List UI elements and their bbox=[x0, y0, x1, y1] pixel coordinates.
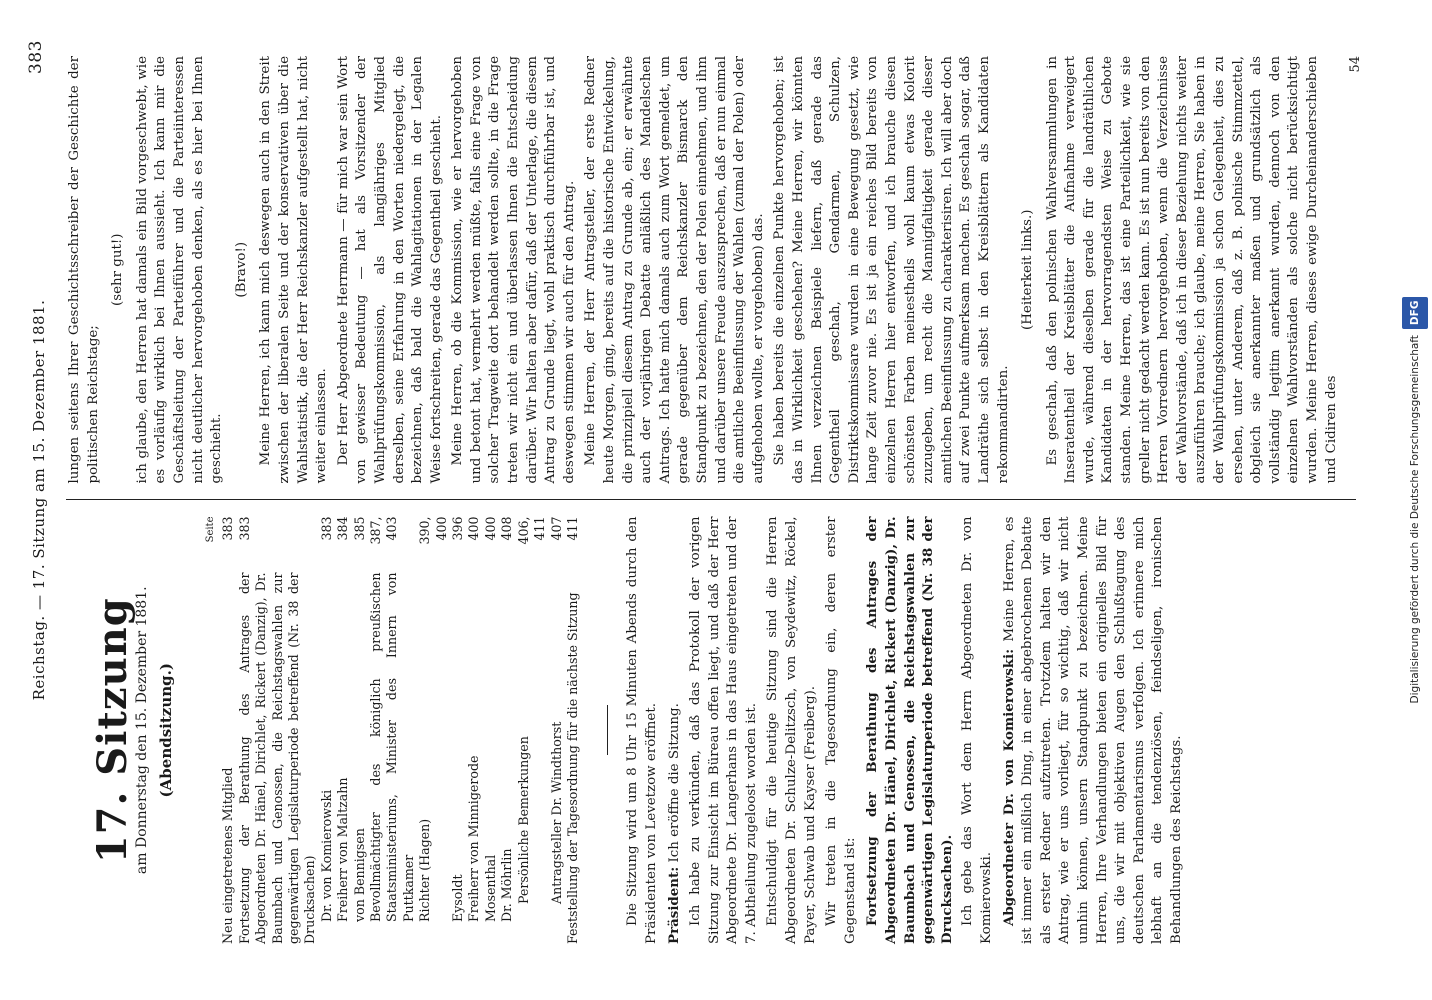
toc-row bbox=[483, 517, 499, 945]
toc-entry-page: 390, 400 bbox=[417, 516, 449, 545]
paragraph: ich glaube, den Herren hat damals ein Bild vorgeschwebt, wie es vorläufig wirklich bei Ihnen aussieht. Ich kann mir die Geschäftsleitung der Parteiführer und die Parteiinteressen nicht deutlicher hervorgehoben denken, als es hier bei Ihnen geschieht. bbox=[134, 56, 225, 484]
dfg-logo-icon: DFG bbox=[1402, 297, 1428, 330]
paragraph: Meine Herren, ich kann mich deswegen auch in den Streit zwischen der liberalen Seite und der konservativen über die Wahlstatistik, die der Herr Reichskanzler aufgestellt hat, nicht weiter einlassen. bbox=[258, 56, 330, 484]
toc-row bbox=[516, 517, 549, 945]
toc-entry-page: 400 bbox=[482, 516, 498, 541]
dfg-side-stamp bbox=[1402, 8, 1428, 992]
text-columns bbox=[66, 40, 1364, 960]
paragraph-text: Meine Herren, es ist immer ein mißlich Ding, in einer abgebrochenen Debatte als erster Redner aufzutreten. Trotzdem halten wir den Antrag, wie er uns vorliegt, für so wichtig, daß wir nicht umhin können, unsern Standpunkt zu bezeichnen. Meine Herren, Ihre Verhandlungen bieten ein originelles Bild für uns, die wir mit objektiven Augen den Schlußtagung des deutschen Parlamentarismus verfolgen. Ich erinnere mich lebhaft an die tendenziösen, feindseligen, ironischen Behandlungen des Reichstags. bbox=[1001, 516, 1184, 944]
toc-entry-page: 384 bbox=[335, 516, 351, 541]
interjection: (sehr gut!) bbox=[110, 233, 126, 306]
paragraph: Meine Herren, ob die Kommission, wie er hervorgehoben und betont hat, vermehrt werden müßte, falls eine Frage von solcher Tragweite dort behandelt werden sollte, in die Frage treten wir nicht ein und überlassen Ihnen die Entscheidung darüber. Wir halten aber dafür, daß der Unterlage, die diesem Antrag zu Grunde liegt, wohl praktisch durchführbar ist, und deswegen stimmen wir auch für den Antrag. bbox=[450, 56, 577, 484]
toc-row bbox=[352, 517, 368, 945]
toc-row bbox=[499, 517, 515, 945]
session-date: am Donnerstag den 15. Dezember 1881. bbox=[133, 586, 150, 875]
toc-entry-text: Freiherr von Maltzahn bbox=[335, 777, 351, 922]
stamp-caption: Digitalisierung gefördert durch die Deutsche Forschungsgemeinschaft bbox=[1409, 335, 1421, 704]
running-head-title: Reichstag. — 17. Sitzung am 15. Dezember 1881. bbox=[30, 299, 48, 701]
toc-entry-text: Bevollmächtigter des königlich preußischen Staatsministeriums, Minister des Innern von Puttkamer bbox=[368, 572, 416, 922]
toc-row bbox=[237, 517, 319, 945]
paragraph: lungen seitens Ihrer Geschichtsschreiber der Geschichte der politischen Reichstage; bbox=[67, 56, 101, 484]
session-title: 17. Sitzung bbox=[89, 597, 136, 864]
speaker-label: Präsident: bbox=[665, 866, 682, 944]
left-column bbox=[66, 500, 1356, 961]
president-paragraph bbox=[665, 517, 685, 945]
toc-entry-page: 408 bbox=[499, 516, 515, 541]
signature-mark: 54 bbox=[1348, 56, 1364, 73]
right-column bbox=[66, 40, 1364, 500]
toc-entry-text: Dr. von Komierowski bbox=[318, 789, 334, 922]
toc-row bbox=[565, 517, 581, 945]
dfg-stamp-text bbox=[1402, 8, 1428, 992]
speaker-paragraph bbox=[1000, 517, 1187, 945]
toc-entry-text: Feststellung der Tagesordnung für die nächste Sitzung bbox=[564, 592, 580, 944]
toc-row bbox=[417, 517, 450, 945]
toc-row bbox=[319, 517, 335, 945]
session-subtitle: (Abendsitzung.) bbox=[157, 663, 176, 798]
toc-rows bbox=[220, 517, 581, 945]
toc-entry-text: Fortsetzung der Berathung des Antrages der Abgeordneten Dr. Hänel, Dirichlet, Rickert (Danzig), Dr. Baumbach und Genossen, die Reichstagswahlen zur gegenwärtigen Legislaturperiode betreffend (Nr. 38 der Drucksachen) bbox=[236, 572, 318, 944]
toc-row bbox=[450, 517, 466, 945]
toc-row bbox=[549, 517, 565, 945]
paragraph: Meine Herren, der Herr Antragsteller, der erste Redner heute Morgen, ging, bereits auf die historische Entwickelung, die prinzipiell diesem Antrag zu Grunde ab, ein; er erwähnte auch der vorjährigen Debatte anläßlich des Mandelschen Antrags. Ich hatte mich damals auch zum Wort gemeldet, um gerade gegenüber dem Reichskanzler Bismarck den Standpunkt zu bezeichnen, den der Polen einnehmen, und ihm und darüber unsere Freude auszusprechen, daß er nun einmal die amtliche Beeinflussung der Wahlen (zumal der Polen) oder aufgehoben wollte, er vorgehoben) das. bbox=[583, 56, 766, 484]
toc-entry-text: Mosenthal bbox=[482, 854, 498, 922]
paragraph: Entschuldigt für die heutige Sitzung sind die Herren Abgeordneten Dr. Schulze-Delitzsch, von Seydewitz, Röckel, Payer, Schwab und Kayser (Freiberg). bbox=[765, 516, 818, 944]
toc-row bbox=[335, 517, 351, 945]
toc-entry-page: 407 bbox=[548, 516, 564, 541]
toc-entry-page: 411 bbox=[564, 516, 580, 541]
toc-entry-text: Freiherr von Minnigerode bbox=[466, 755, 482, 922]
toc-entry-page: 406, 411 bbox=[515, 516, 548, 545]
toc-entry-page: 385 bbox=[351, 516, 367, 541]
toc-row bbox=[466, 517, 482, 945]
interjection: (Heiterkeit links.) bbox=[1020, 209, 1036, 330]
paragraph: Wir treten in die Tagesordnung ein, deren erster Gegenstand ist: bbox=[824, 516, 858, 944]
toc-entry-text: Eysoldt bbox=[450, 874, 466, 922]
divider bbox=[607, 705, 608, 755]
speaker-label: Abgeordneter Dr. von Komierowski: bbox=[1000, 648, 1017, 926]
table-of-contents bbox=[202, 517, 582, 945]
running-head bbox=[26, 40, 52, 960]
opening-paragraph: Die Sitzung wird um 8 Uhr 15 Minuten Abends durch den Präsidenten von Levetzow eröffnet. bbox=[625, 516, 659, 944]
agenda-item: Fortsetzung der Berathung des Antrages der Abgeordneten Dr. Hänel, Dirichlet, Rickert (Danzig), Dr. Baumbach und Genossen, die Reichstagswahlen zur gegenwärtigen Legislaturperiode betreffend (Nr. 38 der Drucksachen). bbox=[864, 516, 955, 944]
toc-entry-text: Richter (Hagen) bbox=[417, 818, 433, 922]
toc-entry-page: 383 bbox=[220, 516, 236, 541]
page-number: 383 bbox=[26, 40, 46, 74]
interjection: (Bravo!) bbox=[233, 241, 249, 298]
toc-entry-text: Antragsteller Dr. Windthorst bbox=[548, 721, 564, 904]
toc-row bbox=[220, 517, 236, 945]
toc-row bbox=[368, 517, 417, 945]
paragraph: Ich habe zu verkünden, daß das Protokoll der vorigen Sitzung zur Einsicht im Büreau offen liegt, und daß der Herr Abgeordnete Dr. Langerhans in das Haus eingetreten und der 7. Abtheilung zugeloost worden ist. bbox=[688, 516, 759, 944]
toc-entry-text: Dr. Möhrlin bbox=[499, 848, 515, 922]
toc-entry-page: 396 bbox=[450, 516, 466, 541]
toc-entry-page: 387, 403 bbox=[368, 516, 400, 545]
toc-entry-text: von Bennigsen bbox=[351, 828, 367, 922]
paragraph-text: Ich eröffne die Sitzung. bbox=[666, 703, 682, 863]
paragraph: Der Herr Abgeordnete Herrmann — für mich war sein Wort von gewisser Bedeutung — hat als Vorsitzender der Wahlprüfungskommission, als langjähriges Mitglied derselben, seine Erfahrung in den Worten niedergelegt, die bezeichnen, daß bald die Wahlagitationen in der Legalen Weise fortschreiten, gerade das Gegentheil geschieht. bbox=[335, 56, 444, 484]
toc-entry-page: 383 bbox=[318, 516, 334, 541]
toc-heading: Seite bbox=[204, 516, 216, 543]
toc-entry-text: Neu eingetretenes Mitglied bbox=[220, 767, 236, 944]
paragraph: Es geschah, daß den polnischen Wahlversammlungen in Inseratentheil der Kreisblätter die Aufnahme verweigert wurde, während dieselben gerade für die landräthlichen Kandidaten in der hervorragendsten Weise zu Gebote standen. Meine Herren, das ist eine Parteilichkeit, wie sie greller nicht gedacht werden kann. Es ist nun bereits von den Herren Vorrednern hervorgehoben, wenn die Verzeichnisse der Wahlvorstände, daß ich in dieser Beziehung nichts weiter auszuführen brauche; ich glaube, meine Herren, Sie haben in der Wahlprüfungskommission ja schon Gelegenheit, dies zu ersehen, unter Anderem, daß z. B. polnische Stimmzettel, obgleich sie anerkannter maßen und grundsätzlich als vollständig legitim anerkannt wurden, dennoch von den einzelnen Wahlvorständen als solche nicht berücksichtigt wurden. Meine Herren, dieses ewige Durcheinanderschieben und Cidiren des bbox=[1044, 56, 1339, 484]
paragraph: Ich gebe das Wort dem Herrn Abgeordneten Dr. von Komierowski. bbox=[960, 516, 994, 944]
toc-entry-page: 400 bbox=[466, 516, 482, 541]
toc-entry-page: 383 bbox=[236, 516, 252, 541]
toc-entry-text: Persönliche Bemerkungen bbox=[515, 736, 531, 904]
paragraph: Sie haben bereits die einzelnen Punkte hervorgehoben; ist das in Wirklichkeit geschehen? Meine Herren, wir könnten Ihnen verzeichnen Beispiele liefern, daß gerade das Gegentheil geschah, Gendarmen, Schulzen, Distriktskommissare wurden in eine Bewegung gesetzt, wie lange Zeit zuvor nie. Es ist ja ein reiches Bild bereits von einzelnen Herren hier entworfen, und ich brauche diesen schönsten Farben meinestheils wohl kaum etwas Kolorit zuzugeben, um recht die Mannigfaltigkeit gerade dieser amtlichen Beeinflussung zu charakterisiren. Ich will aber doch auf zwei Punkte aufmerksam machen. Es geschah sogar, daß Landräthe sich selbst in den Kreisblättern als Kandidaten rekommandirten. bbox=[772, 56, 1011, 484]
